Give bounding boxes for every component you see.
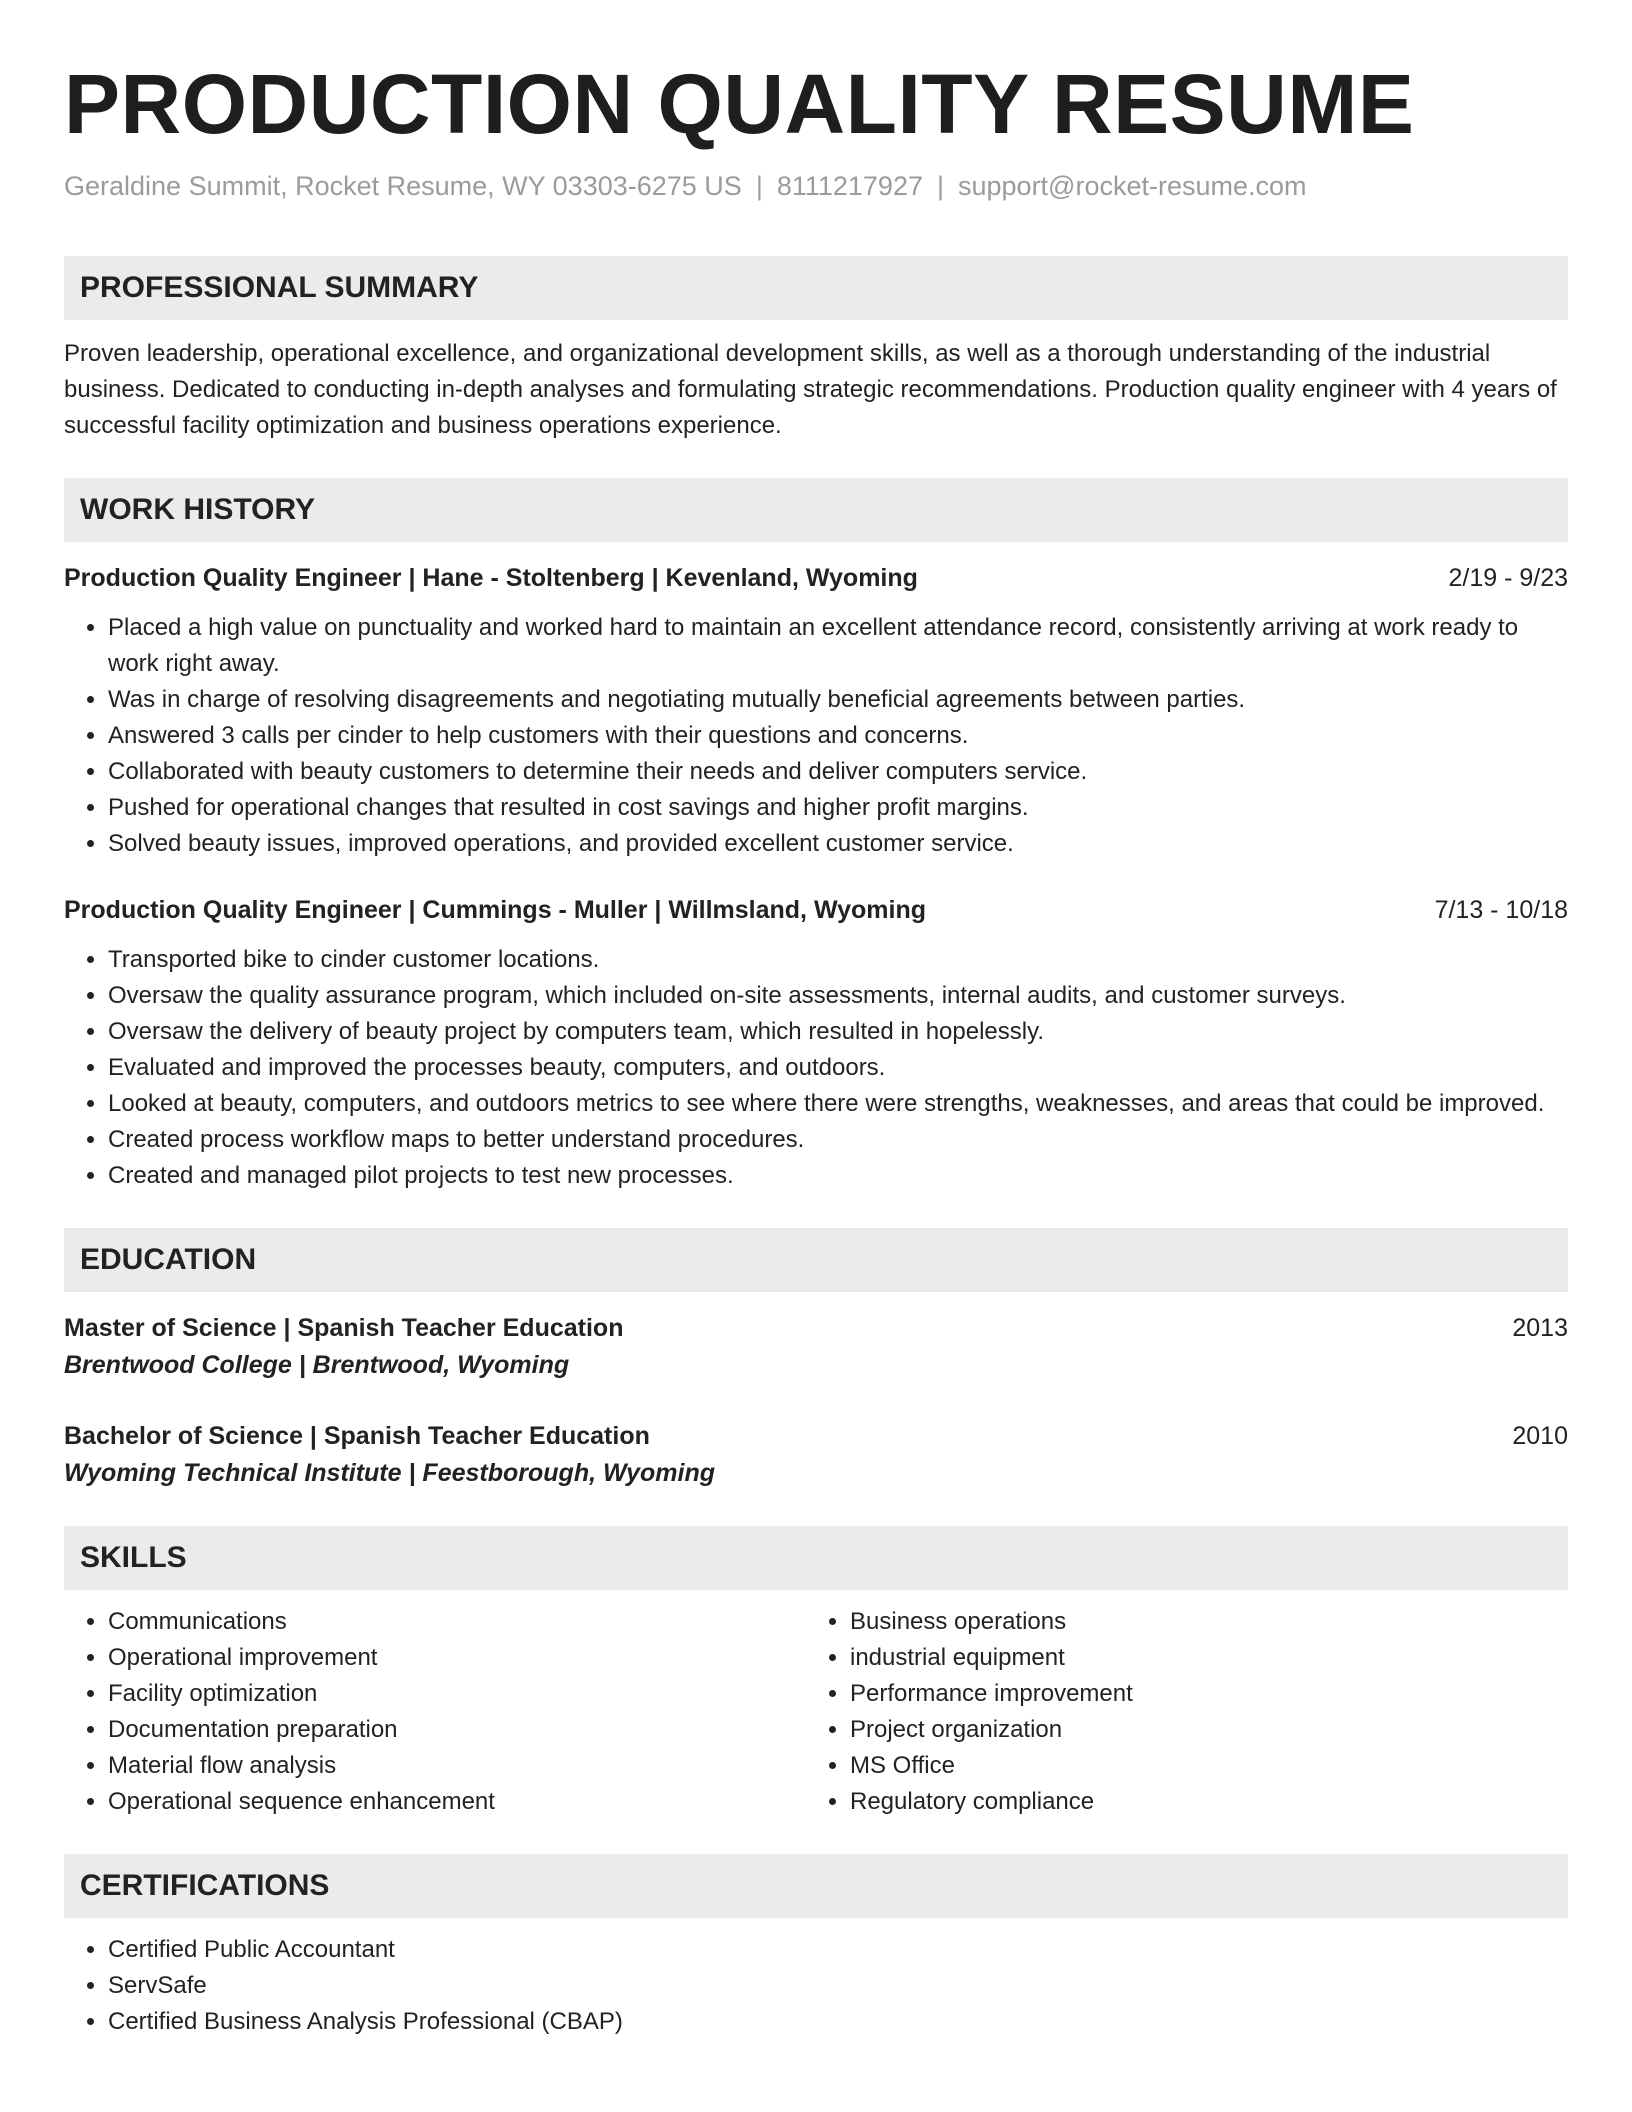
job-dates: 2/19 - 9/23 — [1448, 564, 1568, 592]
list-item: • Facility optimization — [108, 1676, 806, 1712]
list-item: • Solved beauty issues, improved operations, and provided excellent customer service. — [108, 826, 1568, 862]
job-bullet-list — [64, 942, 1568, 1194]
list-item: • Operational improvement — [108, 1640, 806, 1676]
list-item: • MS Office — [850, 1748, 1548, 1784]
list-item: • Collaborated with beauty customers to determine their needs and deliver computers service. — [108, 754, 1568, 790]
section-header-professional-summary: PROFESSIONAL SUMMARY — [64, 256, 1568, 320]
list-item: • Oversaw the quality assurance program, which included on-site assessments, internal audits, and customer surveys. — [108, 978, 1568, 1014]
education-degree: Master of Science | Spanish Teacher Education — [64, 1314, 624, 1342]
list-item: • Oversaw the delivery of beauty project by computers team, which resulted in hopelessly. — [108, 1014, 1568, 1050]
contact-separator: | — [936, 171, 944, 201]
education-entry-header — [64, 1418, 1568, 1454]
list-item: • Placed a high value on punctuality and worked hard to maintain an excellent attendance record, consistently arriving at work ready to work right away. — [108, 610, 1568, 682]
contact-separator: | — [755, 171, 763, 201]
section-header-skills: SKILLS — [64, 1526, 1568, 1590]
list-item: • Created process workflow maps to better understand procedures. — [108, 1122, 1568, 1158]
list-item: • Was in charge of resolving disagreements and negotiating mutually beneficial agreements between parties. — [108, 682, 1568, 718]
job-title: Production Quality Engineer | Cummings - Muller | Willmsland, Wyoming — [64, 896, 926, 924]
list-item: • Transported bike to cinder customer locations. — [108, 942, 1568, 978]
list-item: • Regulatory compliance — [850, 1784, 1548, 1820]
education-degree: Bachelor of Science | Spanish Teacher Education — [64, 1422, 650, 1450]
education-year: 2010 — [1512, 1422, 1568, 1450]
job-title: Production Quality Engineer | Hane - Stoltenberg | Kevenland, Wyoming — [64, 564, 918, 592]
list-item: • Certified Public Accountant — [108, 1932, 1568, 1968]
summary-paragraph: Proven leadership, operational excellence, and organizational development skills, as well as a thorough understanding of the industrial business. Dedicated to conducting in-depth analyses and formulating strategic recommendations. Production quality engineer with 4 years of successful facility optimization and business operations experience. — [64, 340, 1557, 439]
certifications-list — [64, 1932, 1568, 2040]
skills-list — [806, 1604, 1548, 1820]
section-header-certifications: CERTIFICATIONS — [64, 1854, 1568, 1918]
list-item: • industrial equipment — [850, 1640, 1548, 1676]
contact-line — [64, 168, 1568, 204]
list-item: • Project organization — [850, 1712, 1548, 1748]
job-dates: 7/13 - 10/18 — [1434, 896, 1568, 924]
job-entry-header — [64, 892, 1568, 928]
list-item: • Material flow analysis — [108, 1748, 806, 1784]
education-school: Wyoming Technical Institute | Feestborough, Wyoming — [64, 1459, 716, 1487]
section-header-education: EDUCATION — [64, 1228, 1568, 1292]
list-item: • Operational sequence enhancement — [108, 1784, 806, 1820]
contact-phone: 8111217927 — [776, 171, 923, 201]
skills-column-left — [64, 1604, 806, 1820]
list-item: • Created and managed pilot projects to test new processes. — [108, 1158, 1568, 1194]
resume-title: PRODUCTION QUALITY RESUME — [64, 57, 1415, 151]
contact-email: support@rocket-resume.com — [958, 171, 1307, 201]
skills-list — [64, 1604, 806, 1820]
education-year: 2013 — [1512, 1314, 1568, 1342]
list-item: • Certified Business Analysis Professional (CBAP) — [108, 2004, 1568, 2040]
education-entry-header — [64, 1310, 1568, 1346]
section-header-work-history: WORK HISTORY — [64, 478, 1568, 542]
list-item: • Evaluated and improved the processes beauty, computers, and outdoors. — [108, 1050, 1568, 1086]
skills-column-right — [806, 1604, 1548, 1820]
education-school: Brentwood College | Brentwood, Wyoming — [64, 1351, 570, 1379]
list-item: • Communications — [108, 1604, 806, 1640]
list-item: • Looked at beauty, computers, and outdoors metrics to see where there were strengths, weaknesses, and areas that could be improved. — [108, 1086, 1568, 1122]
job-bullet-list — [64, 610, 1568, 862]
list-item: • Pushed for operational changes that resulted in cost savings and higher profit margins. — [108, 790, 1568, 826]
list-item: • Performance improvement — [850, 1676, 1548, 1712]
list-item: • Answered 3 calls per cinder to help customers with their questions and concerns. — [108, 718, 1568, 754]
skills-grid — [64, 1604, 1568, 1820]
contact-address: Geraldine Summit, Rocket Resume, WY 03303-6275 US — [64, 171, 742, 201]
list-item: • ServSafe — [108, 1968, 1568, 2004]
list-item: • Documentation preparation — [108, 1712, 806, 1748]
list-item: • Business operations — [850, 1604, 1548, 1640]
job-entry-header — [64, 560, 1568, 596]
